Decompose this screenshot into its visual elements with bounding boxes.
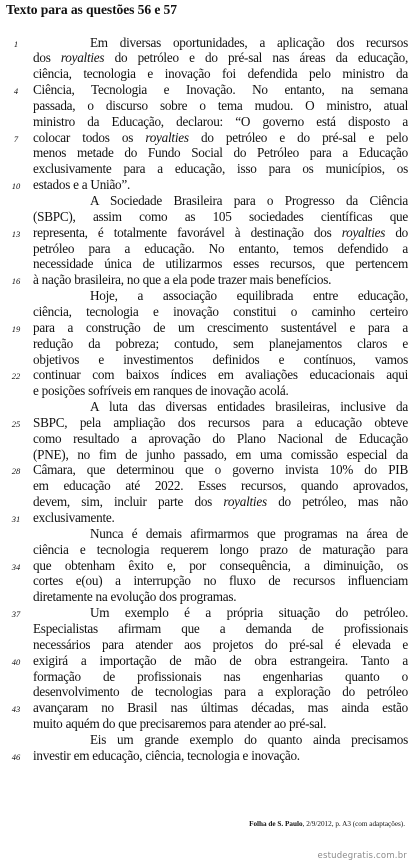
text-line: e posições sofríveis em ranques de inovação acolá. bbox=[33, 383, 289, 399]
text-line: Um exemplo é a própria situação do petróleo. bbox=[90, 605, 408, 621]
text-line: exclusivamente para a educação, isso para os municípios, os bbox=[33, 161, 408, 177]
text-line: como resultado a aprovação do Plano Nacional de Educação bbox=[33, 430, 408, 446]
line-number: 46 bbox=[11, 751, 21, 762]
source-name: Folha de S. Paulo bbox=[249, 820, 303, 828]
text-line: redução da pobreza; contudo, sem planejamentos claros e bbox=[33, 335, 408, 351]
line-number: 37 bbox=[11, 609, 21, 620]
line-number: 16 bbox=[11, 276, 21, 287]
line-number: 40 bbox=[11, 656, 21, 667]
text-line: (SBPC), assim como as 105 sociedades científicas que bbox=[33, 208, 408, 224]
text-line: Especialistas afirmam que a demanda de profissionais bbox=[33, 620, 408, 636]
passage-title: Texto para as questões 56 e 57 bbox=[6, 2, 177, 17]
text-line: representa, é totalmente favorável à destinação dos royalties do bbox=[33, 224, 409, 240]
text-line: em educação até 2022. Esses recursos, quando aprovados, bbox=[33, 478, 408, 494]
text-line: A luta das diversas entidades brasileiras, inclusive da bbox=[90, 399, 408, 415]
text-line: passada, o discurso sobre o tema mudou. O ministro, atual bbox=[33, 97, 408, 113]
text-line: ciência e tecnologia requerem longo prazo de maturação para bbox=[33, 541, 408, 557]
text-line: diretamente na evolução dos programas. bbox=[33, 589, 237, 605]
text-line: desenvolvimento de tecnologias para a exploração do petróleo bbox=[33, 684, 408, 700]
text-line: devem, sim, incluir parte dos royalties do petróleo, mas não bbox=[33, 494, 408, 510]
text-line: avançaram no Brasil nas últimas décadas, mas ainda estão bbox=[33, 700, 408, 716]
text-line: à nação brasileira, no que a ela pode trazer mais benefícios. bbox=[33, 272, 332, 288]
line-number: 1 bbox=[13, 38, 19, 49]
text-line: continuar com baixos índices em avaliações educacionais aqui bbox=[33, 367, 408, 383]
text-line: petróleo para a educação. No entanto, temos defendido a bbox=[33, 240, 408, 256]
line-number: 34 bbox=[11, 561, 21, 572]
text-line: A Sociedade Brasileira para o Progresso da Ciência bbox=[90, 193, 408, 208]
text-line: necessários para atender aos projetos do pré-sal é elevada e bbox=[33, 636, 408, 652]
text-line: Hoje, a associação equilibrada entre educação, bbox=[90, 288, 408, 304]
line-number: 19 bbox=[11, 323, 21, 334]
text-line: que obtenham êxito e, por consequência, a diminuição, os bbox=[33, 557, 408, 573]
text-line: Câmara, que determinou que o governo invista 10% do PIB bbox=[33, 462, 408, 478]
line-number: 25 bbox=[11, 418, 21, 429]
text-line: estados e a União”. bbox=[33, 177, 131, 193]
text-line: formação de profissionais nas engenharias quanto o bbox=[33, 668, 408, 684]
text-line: Eis um grande exemplo do quanto ainda precisamos bbox=[90, 731, 408, 747]
text-line: objetivos e investimentos definidos e contínuos, vamos bbox=[33, 351, 408, 367]
line-number: 4 bbox=[13, 86, 19, 97]
text-line: SBPC, pela ampliação dos recursos para a educação obteve bbox=[33, 414, 408, 430]
text-line: (PNE), no fim de junho passado, em uma comissão especial da bbox=[33, 446, 408, 462]
text-line: ciência, tecnologia e inovação constitui o caminho certeiro bbox=[33, 303, 408, 319]
text-line: ministro da Educação, declarou: “O governo está disposto a bbox=[33, 113, 408, 129]
line-number: 31 bbox=[11, 514, 21, 524]
text-line: necessidade única de utilizarmos esses recursos, que pertencem bbox=[33, 256, 408, 272]
text-line: exigirá a importação de mão de obra estrangeira. Tanto a bbox=[33, 652, 408, 668]
text-line: para a construção de um crescimento sustentável e para a bbox=[33, 319, 408, 335]
source-citation bbox=[249, 820, 405, 828]
text-line: muito aquém do que precisaremos para atender ao pré-sal. bbox=[33, 716, 327, 732]
text-line: cortes e(ou) a interrupção no fluxo de recursos influenciam bbox=[33, 573, 408, 589]
text-line: Em diversas oportunidades, a aplicação dos recursos bbox=[90, 34, 408, 50]
text-line: exclusivamente. bbox=[33, 510, 115, 525]
text-line: colocar todos os royalties do petróleo e do pré-sal e pelo bbox=[33, 129, 408, 145]
line-number: 7 bbox=[13, 133, 19, 144]
text-line: Ciência, Tecnologia e Inovação. No entanto, na semana bbox=[33, 82, 408, 98]
line-number: 28 bbox=[11, 466, 21, 477]
text-line: dos royalties do petróleo e do pré-sal nas áreas da educação, bbox=[33, 50, 408, 66]
text-line: menos metade do Fundo Social do Petróleo para a Educação bbox=[33, 145, 408, 161]
line-number: 43 bbox=[11, 704, 21, 715]
line-number: 22 bbox=[11, 371, 21, 382]
line-number: 13 bbox=[11, 228, 21, 239]
source-details: , 2/9/2012, p. A3 (com adaptações). bbox=[302, 820, 405, 828]
watermark: estudegratis.com.br bbox=[317, 851, 407, 861]
text-line: ciência, tecnologia e inovação foi defendida pelo ministro da bbox=[33, 66, 408, 82]
text-line: investir em educação, ciência, tecnologia e inovação. bbox=[33, 747, 300, 763]
text-line: Nunca é demais afirmarmos que programas na área de bbox=[90, 525, 408, 541]
line-number: 10 bbox=[11, 181, 21, 192]
